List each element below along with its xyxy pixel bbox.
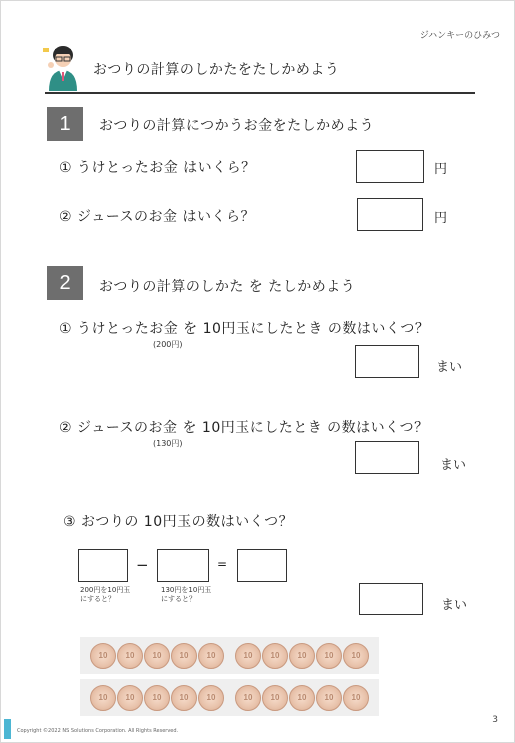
ten-yen-coin-icon: 10 [316,643,342,669]
ten-yen-coin-icon: 10 [343,643,369,669]
ten-yen-coin-icon: 10 [90,643,116,669]
equation-box-3[interactable] [237,549,287,582]
page-number: 3 [492,715,498,725]
s2-question-3: ③ おつりの 10円玉の数はいくつ？ [63,514,294,530]
section-2-title: おつりの計算のしかた を たしかめよう [99,279,356,295]
s2-question-2: ② ジュースのお金 を 10円玉にしたとき の数はいくつ？ [59,420,429,436]
ten-yen-coin-icon: 10 [289,685,315,711]
header-tag: ジハンキーのひみつ [419,31,500,41]
section-1-badge: 1 [47,107,83,141]
s2-answer-box-1[interactable] [355,345,419,378]
s1-question-1: ① うけとったお金 はいくら？ [59,160,256,176]
s1-question-2: ② ジュースのお金 はいくら？ [59,209,255,225]
ten-yen-coin-icon: 10 [316,685,342,711]
page-title: おつりの計算のしかたをたしかめよう [93,62,340,78]
ten-yen-coin-icon: 10 [235,643,261,669]
ten-yen-coin-icon: 10 [262,685,288,711]
s1-answer-box-2[interactable] [357,198,423,231]
hint-2-line-2: にすると？ [161,595,196,603]
s2-answer-box-3[interactable] [359,583,423,615]
ten-yen-coin-icon: 10 [117,643,143,669]
ten-yen-coin-icon: 10 [171,685,197,711]
ten-yen-coin-icon: 10 [289,643,315,669]
ten-yen-coin-icon: 10 [144,685,170,711]
hint-1 [80,586,130,604]
s2-unit-2: まい [440,458,467,473]
equals-sign: = [217,557,228,571]
ten-yen-coin-icon: 10 [171,643,197,669]
s2-unit-1: まい [436,360,463,375]
sparkle-icon [43,48,49,52]
s2-answer-box-2[interactable] [355,441,419,474]
footer-accent-bar [4,719,11,739]
section-2-badge: 2 [47,266,83,300]
title-underline [45,92,475,94]
ten-yen-coin-icon: 10 [198,643,224,669]
equation-box-2[interactable] [157,549,209,582]
ten-yen-coin-icon: 10 [262,643,288,669]
ten-yen-coin-icon: 10 [198,685,224,711]
s2-question-1: ① うけとったお金 を 10円玉にしたとき の数はいくつ？ [59,321,430,337]
coin-strip-1 [80,637,379,674]
s2-question-1-note: (200円) [153,340,183,349]
hint-1-line-2: にすると？ [80,595,115,603]
hint-2-line-1: 130円を10円玉 [161,586,212,594]
hint-1-line-1: 200円を10円玉 [80,586,131,594]
ten-yen-coin-icon: 10 [144,643,170,669]
s2-question-2-note: (130円) [153,439,183,448]
section-1-title: おつりの計算につかうお金をたしかめよう [99,118,375,134]
s1-answer-box-1[interactable] [356,150,424,183]
ten-yen-coin-icon: 10 [117,685,143,711]
ten-yen-coin-icon: 10 [90,685,116,711]
hint-2 [161,586,211,604]
teacher-illustration [41,43,85,93]
minus-sign: − [136,556,149,574]
s1-unit-2: 円 [434,211,448,226]
ten-yen-coin-icon: 10 [343,685,369,711]
s2-unit-3: まい [441,598,468,613]
equation-box-1[interactable] [78,549,128,582]
copyright: Copyright ©2022 NS Solutions Corporation. All Rights Reserved. [17,728,179,734]
coin-strip-2 [80,679,379,716]
ten-yen-coin-icon: 10 [235,685,261,711]
s1-unit-1: 円 [434,162,448,177]
